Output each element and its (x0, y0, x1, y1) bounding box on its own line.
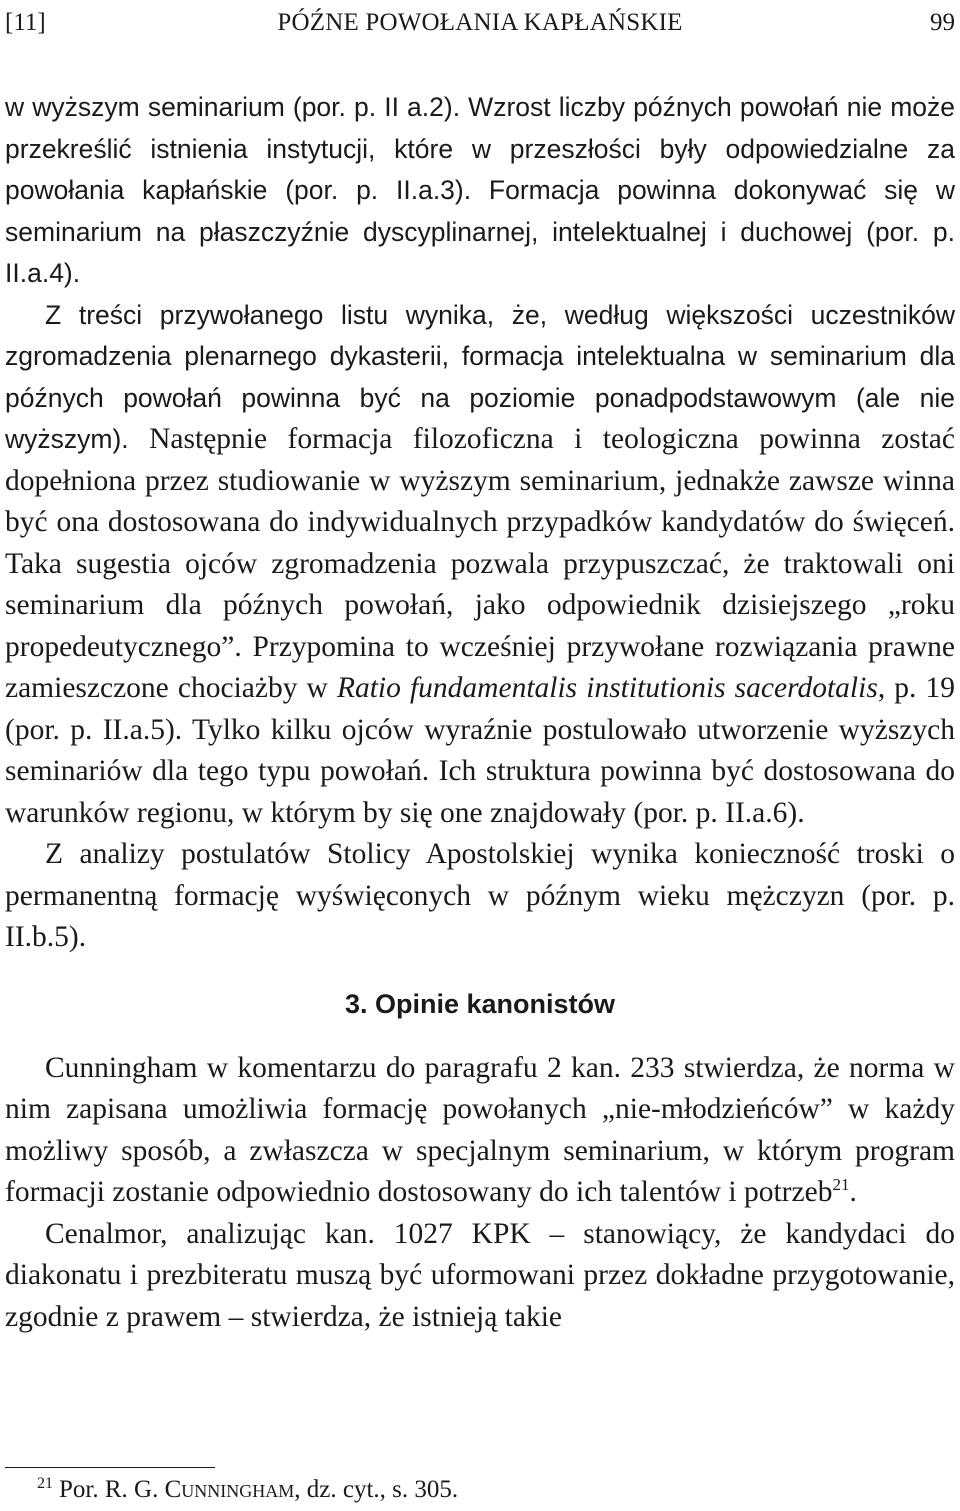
page-number: 99 (930, 9, 955, 36)
paragraph-2-part3: , p. 19 (por. p. II.a.5). Tylko kilku ojców wyraźnie postulowało utworzenie wyższych seminariów dla tego typu powołań. Ich struktura powinna być dostosowana do warunków regionu, w którym by się one znajdowały (por. p. II.a.6). (5, 672, 956, 829)
running-head (5, 0, 955, 46)
paragraph-1 (5, 87, 955, 295)
paragraph-2 (5, 295, 955, 835)
paragraph-4-end: . (849, 1176, 857, 1208)
footnote-prefix: Por. R. G. (59, 1476, 165, 1503)
section-heading: 3. Opinie kanonistów (344, 988, 616, 1019)
paragraph-5 (5, 1214, 955, 1339)
running-head-section: [11] (5, 9, 46, 36)
paragraph-3 (5, 834, 955, 959)
paragraph-1-text: w wyższym seminarium (por. p. II a.2). Wzrost liczby późnych powołań nie może przekreślić istnienia instytucji, które w przeszłości były odpowiedzialne za powołania kapłańskie (por. p. II.a.3). Formacja powinna dokonywać się w seminarium na płaszczyźnie dyscyplinarnej, intelektualnej i duchowej (por. p. II.a.4). (5, 92, 955, 288)
paragraph-2-part1: Z treści przywołanego listu wynika, że, według większości uczestników zgromadzenia plenarnego dykasterii, formacja intelektualna w seminarium dla późnych powołań powinna być na poziomie ponadpodstawowym (ale nie wyższym). (5, 299, 955, 454)
footnote-suffix: , dz. cyt., s. 305. (294, 1476, 459, 1503)
footnote (37, 1474, 458, 1506)
book-page (5, 0, 956, 1503)
footnote-reference[interactable]: 21 (832, 1175, 850, 1195)
running-head-title: PÓŹNE POWOŁANIA KAPŁAŃSKIE (277, 9, 683, 36)
footnote-separator (5, 1467, 215, 1468)
paragraph-2-italic-title: Ratio fundamentalis institutionis sacerdotalis (336, 672, 878, 704)
paragraph-2-part2: Następnie formacja filozoficzna i teologiczna powinna zostać dopełniona przez studiowanie w wyższym seminarium, jednakże zawsze winna być ona dostosowana do indywidualnych przypadków kandydatów do święceń. Taka sugestia ojców zgromadzenia pozwala przypuszczać, że traktowali oni seminarium dla późnych powołań, jako odpowiednik dzisiejszego „roku propedeutycznego”. Przypomina to wcześniej przywołane rozwiązania prawne zamieszczone chociażby w (5, 423, 955, 704)
paragraph-5-text: Cenalmor, analizując kan. 1027 KPK – stanowiący, że kandydaci do diakonatu i prezbiteratu muszą być uformowani przez dokładne przygotowanie, zgodnie z prawem – stwierdza, że istnieją takie (5, 1217, 955, 1333)
paragraph-4-text: Cunningham w komentarzu do paragrafu 2 kan. 233 stwierdza, że norma w nim zapisana umożliwia formację powołanych „nie-młodzieńców” w każdy możliwy sposób, a zwłaszcza w specjalnym seminarium, w którym program formacji zostanie odpowiednio dostosowany do ich talentów i potrzeb (5, 1051, 955, 1208)
paragraph-4 (5, 1048, 955, 1214)
paragraph-3-text: Z analizy postulatów Stolicy Apostolskiej wynika konieczność troski o permanentną formację wyświęconych w późnym wieku mężczyzn (por. p. II.b.5). (5, 838, 955, 953)
footnote-number: 21 (37, 1474, 53, 1492)
footnote-author: Cunningham (164, 1476, 295, 1503)
body-text (5, 87, 955, 1338)
